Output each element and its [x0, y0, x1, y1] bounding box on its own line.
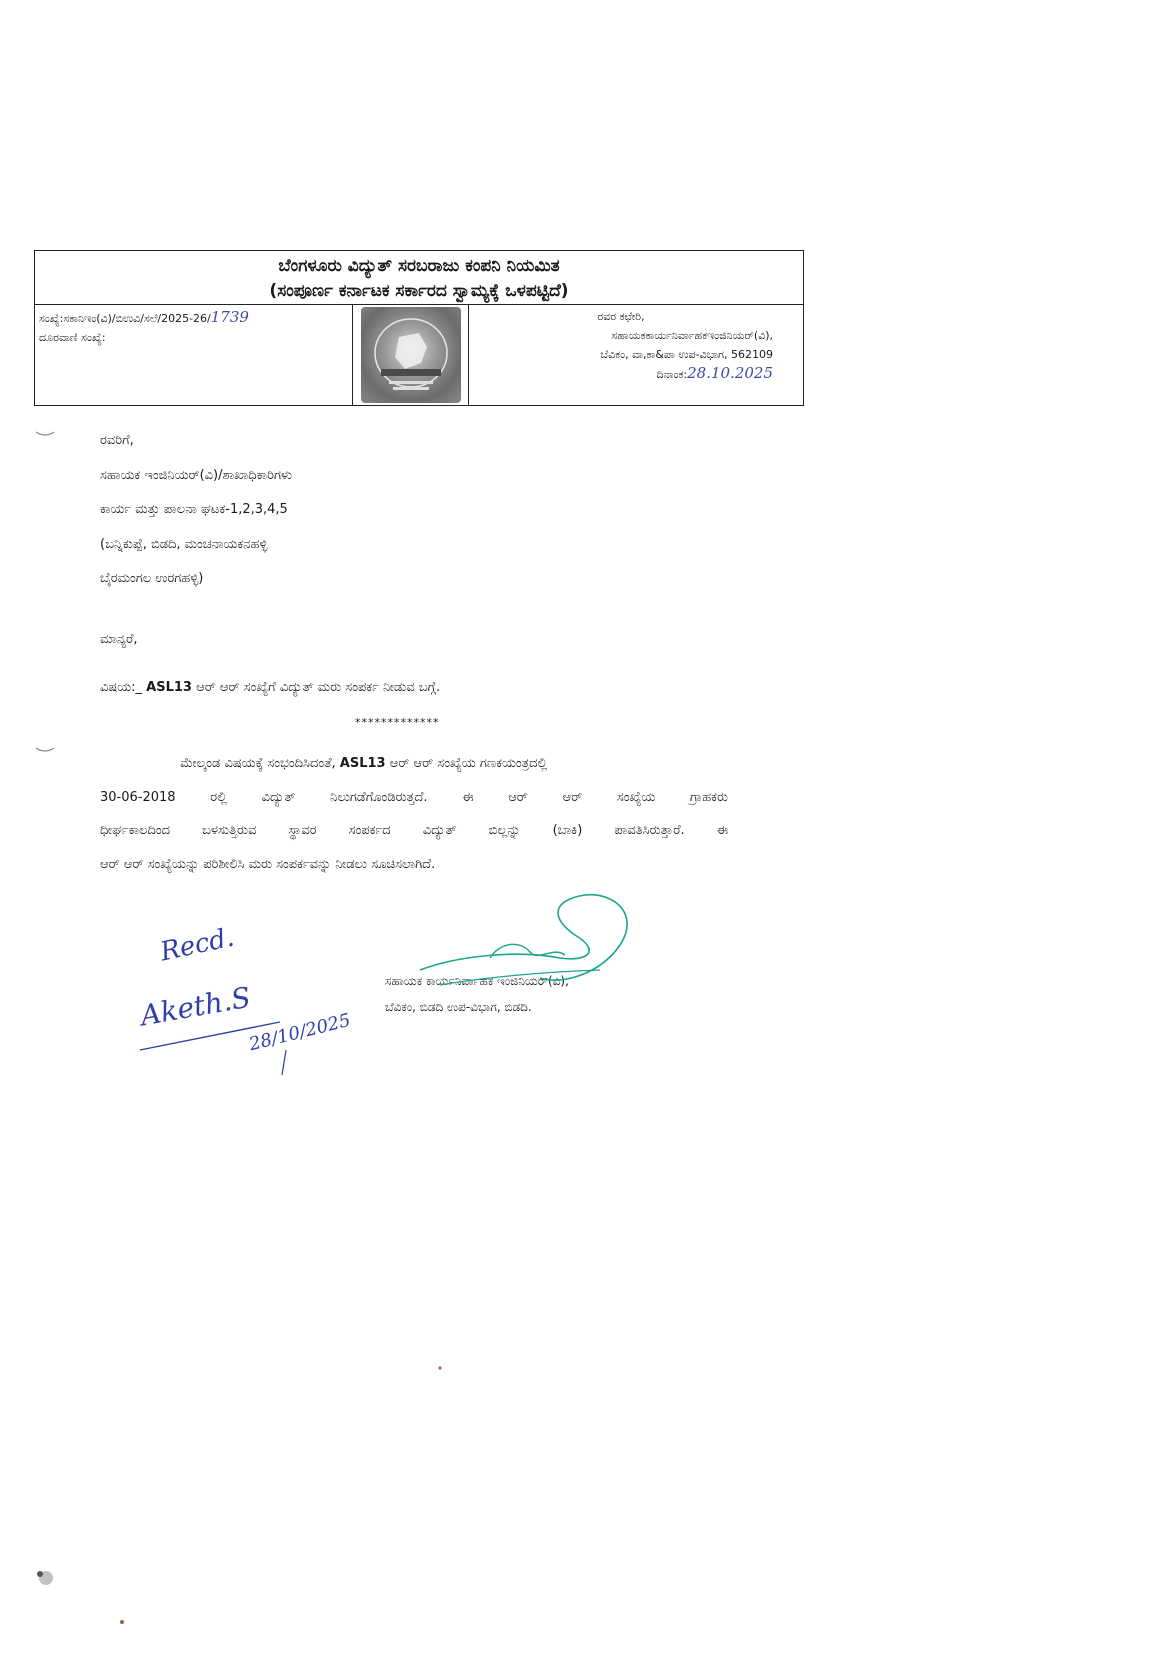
reference-number-label: ಸಂಖ್ಯೆ:ಸಕಾನಿಇಂ(ವಿ)/ಬಿಉವಿ/ಸಲೆ/2025-26/: [39, 312, 211, 325]
date-label: ದಿನಾಂಕ:: [656, 368, 688, 381]
body-line-2: 30-06-2018 ರಲ್ಲಿ ವಿದ್ಯುತ್ ನಿಲುಗಡೆಗೊಂಡಿರುತ್ತದೆ. ಈ ಆರ್ ಆರ್ ಸಂಖ್ಯೆಯ ಗ್ರಾಹಕರು: [100, 789, 728, 805]
addressee-line: ಕಾರ್ಯ ಮತ್ತು ಪಾಲನಾ ಘಟಕ-1,2,3,4,5: [100, 502, 288, 517]
subject-rr-number: ASL13: [146, 680, 192, 695]
addressee-line: ಬೈರಮಂಗಲ ಉರಗಹಳ್ಳಿ): [100, 571, 204, 586]
date-handwritten: 28.10.2025: [687, 364, 773, 382]
addressee-line: ಸಹಾಯಕ ಇಂಜಿನಿಯರ್(ವಿ)/ಶಾಖಾಧಿಕಾರಿಗಳು: [100, 467, 293, 483]
reference-number-handwritten: 1739: [210, 308, 249, 326]
body-line-1b: ಆರ್ ಆರ್ ಸಂಖ್ಯೆಯ ಗಣಕಯಂತ್ರದಲ್ಲಿ: [389, 756, 548, 771]
handwritten-received: Recd.: [157, 922, 237, 968]
signatory-office: ಬೆವಿಕಂ, ಬಿಡದಿ ಉಪ-ವಿಭಾಗ, ಬಿಡದಿ.: [385, 1000, 532, 1014]
ownership-note: (ಸಂಪೂರ್ಣ ಕರ್ನಾಟಕ ಸರ್ಕಾರದ ಸ್ವಾಮ್ಯಕ್ಕೆ ಒಳಪಟ್ಟಿದೆ): [269, 281, 569, 301]
body-rr-number: ASL13: [339, 756, 386, 771]
handwritten-date: 28/10/2025: [247, 1009, 353, 1056]
addressee-line: ರವರಿಗೆ,: [100, 433, 134, 448]
office-line-1: ರವರ ಕಛೇರಿ,: [597, 310, 645, 323]
subject-text: ಆರ್ ಆರ್ ಸಂಖ್ಯೆಗೆ ವಿದ್ಯುತ್ ಮರು ಸಂಪರ್ಕ ನೀಡುವ ಬಗ್ಗೆ.: [196, 680, 441, 695]
salutation: ಮಾನ್ಯರೆ,: [100, 632, 138, 647]
body-line-3: ಧೀರ್ಘಕಾಲದಿಂದ ಬಳಸುತ್ತಿರುವ ಸ್ಥಾವರ ಸಂಪರ್ಕದ ವಿದ್ಯುತ್ ಬಿಲ್ಲನ್ನು (ಬಾಕಿ) ಪಾವತಿಸಿರುತ್ತಾರೆ. ಈ: [100, 823, 728, 838]
company-name: ಬೆಂಗಳೂರು ವಿದ್ಯುತ್ ಸರಬರಾಜು ಕಂಪನಿ ನಿಯಮಿತ: [278, 256, 560, 276]
separator: *************: [355, 716, 440, 729]
office-line-2: ಸಹಾಯಕಕಾರ್ಯನಿರ್ವಾಹಕಇಂಜಿನಿಯರ್(ವಿ),: [611, 329, 773, 342]
phone-label: ದೂರವಾಣಿ ಸಂಖ್ಯೆ:: [39, 331, 106, 344]
body-line-1a: ಮೇಲ್ಕಂಡ ವಿಷಯಕ್ಕೆ ಸಂಭಂದಿಸಿದಂತೆ,: [180, 756, 336, 771]
signatory-title: ಸಹಾಯಕ ಕಾರ್ಯನಿರ್ವಾಹಕ ಇಂಜಿನಿಯರ್(ವಿ),: [385, 974, 569, 988]
office-line-3: ಬೆವಿಕಂ, ವಾ,ಕಾ&ಪಾ ಉಪ-ವಿಭಾಗ, 562109: [600, 348, 773, 361]
handwritten-name: Aketh.S: [137, 980, 254, 1033]
addressee-line: (ಬನ್ನಿಕುಪ್ಪೆ, ಬಿಡದಿ, ಮಂಚನಾಯಕನಹಳ್ಳಿ: [100, 536, 268, 552]
body-line-4: ಆರ್ ಆರ್ ಸಂಖ್ಯೆಯನ್ನು ಪರಿಶೀಲಿಸಿ ಮರು ಸಂಪರ್ಕವನ್ನು ನೀಡಲು ಸೂಚಿಸಲಾಗಿದೆ.: [100, 856, 436, 872]
subject-label: ವಿಷಯ:_: [100, 680, 143, 695]
